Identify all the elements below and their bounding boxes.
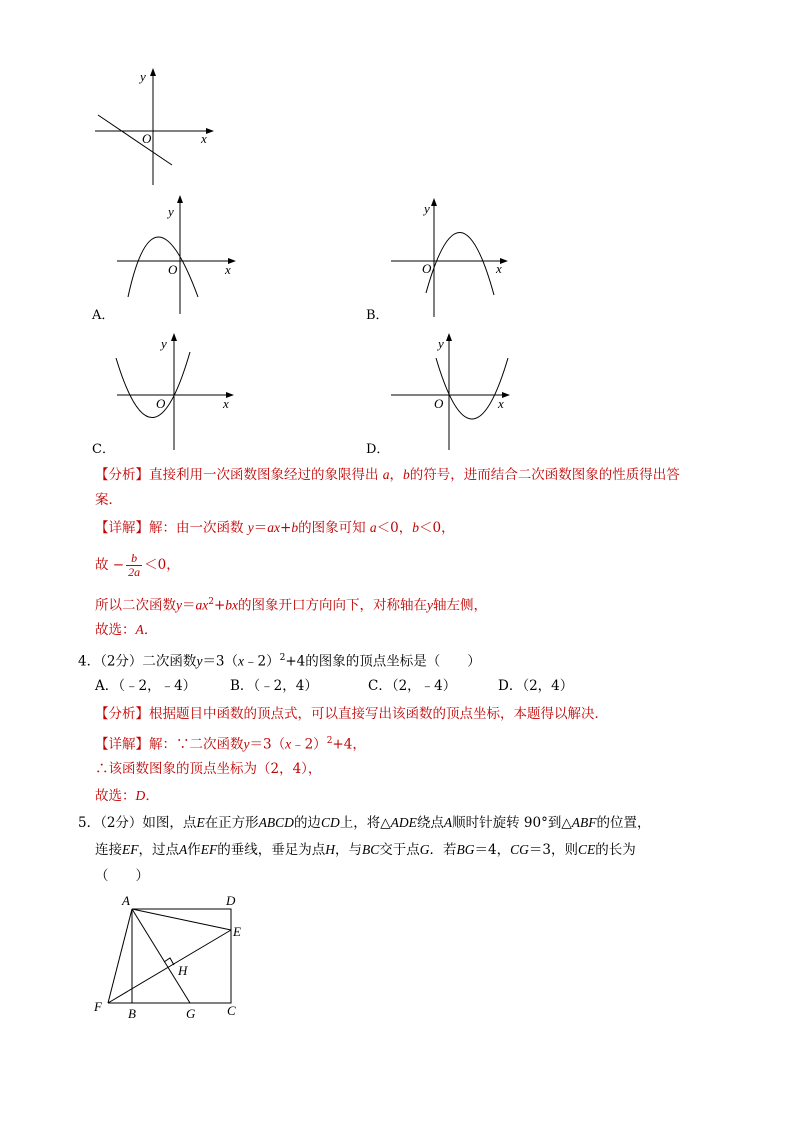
q3-answer: 故选：A． (95, 622, 158, 638)
svg-text:x: x (225, 262, 231, 277)
q4-option-b: B．（﹣2，4） (230, 678, 318, 694)
point-d-label: D (226, 893, 236, 908)
svg-text:O: O (156, 396, 166, 411)
x-axis-label: x (201, 131, 207, 146)
point-c-label: C (227, 1003, 236, 1018)
point-g-label: G (186, 1006, 196, 1020)
point-a-label: A (122, 893, 130, 908)
q3-analysis: 【分析】直接利用一次函数图象经过的象限得出 a，b的符号，进而结合二次函数图象的性质得出答 (95, 467, 680, 483)
svg-text:x: x (496, 261, 502, 276)
svg-text:y: y (438, 336, 444, 351)
square-geometry-figure (90, 890, 250, 1020)
q5-stem-line3: （ ） (95, 868, 149, 884)
option-c-graph (112, 330, 242, 452)
q3-detail-line2: 故 − $\frac{b}{2a}$ ＜0， (95, 551, 180, 579)
option-a-graph (112, 192, 242, 317)
option-c-label: C． (92, 442, 115, 457)
svg-text:x: x (498, 396, 504, 411)
option-a-label: A． (92, 308, 115, 323)
q4-detail-line2: ∴该函数图象的顶点坐标为（2，4）， (95, 761, 322, 777)
svg-text:x: x (223, 396, 229, 411)
svg-text:y: y (161, 336, 167, 351)
q4-analysis: 【分析】根据题目中函数的顶点式，可以直接写出该函数的顶点坐标，本题得以解决． (95, 706, 608, 722)
q5-stem-line1: 5．（2分）如图，点E在正方形ABCD的边CD上，将△ADE绕点A顺时针旋转 90°到△ABF的位置， (78, 815, 651, 831)
q4-option-a: A．（﹣2，﹣4） (95, 678, 197, 694)
q3-analysis-cont: 案． (95, 492, 122, 508)
svg-text:y: y (168, 204, 174, 219)
q4-detail-line1: 【详解】解：∵二次函数y＝3（x﹣2）$^2$+4， (95, 736, 366, 753)
q3-detail-line1: 【详解】解：由一次函数 y＝ax+b的图象可知 a＜0，b＜0， (95, 520, 455, 536)
linear-function-figure (90, 65, 220, 190)
y-axis-label: y (140, 69, 146, 84)
point-e-label: E (233, 924, 241, 939)
svg-text:O: O (168, 262, 178, 277)
option-b-label: B． (366, 308, 389, 323)
svg-text:O: O (434, 396, 444, 411)
point-f-label: F (94, 999, 102, 1014)
q4-option-d: D．（2，4） (498, 678, 574, 694)
origin-label: O (142, 131, 152, 146)
option-d-graph (386, 330, 516, 452)
q4-option-c: C．（2，﹣4） (368, 678, 457, 694)
q3-detail-line3: 所以二次函数$y=ax^2+bx$的图象开口方向向下，对称轴在y轴左侧， (95, 597, 488, 614)
q4-answer: 故选：D． (95, 788, 159, 804)
svg-text:y: y (424, 201, 430, 216)
point-b-label: B (128, 1006, 136, 1020)
q4-stem: 4．（2分）二次函数y＝3（x﹣2）$^2$+4的图象的顶点坐标是（ ） (78, 653, 481, 670)
point-h-label: H (178, 963, 188, 978)
option-b-graph (386, 195, 516, 320)
q5-stem-line2: 连接EF，过点A作EF的垂线，垂足为点H，与BC交于点G．若BG＝4，CG＝3，则CE的长为 (95, 842, 636, 858)
option-d-label: D． (366, 442, 390, 457)
svg-text:O: O (422, 261, 432, 276)
